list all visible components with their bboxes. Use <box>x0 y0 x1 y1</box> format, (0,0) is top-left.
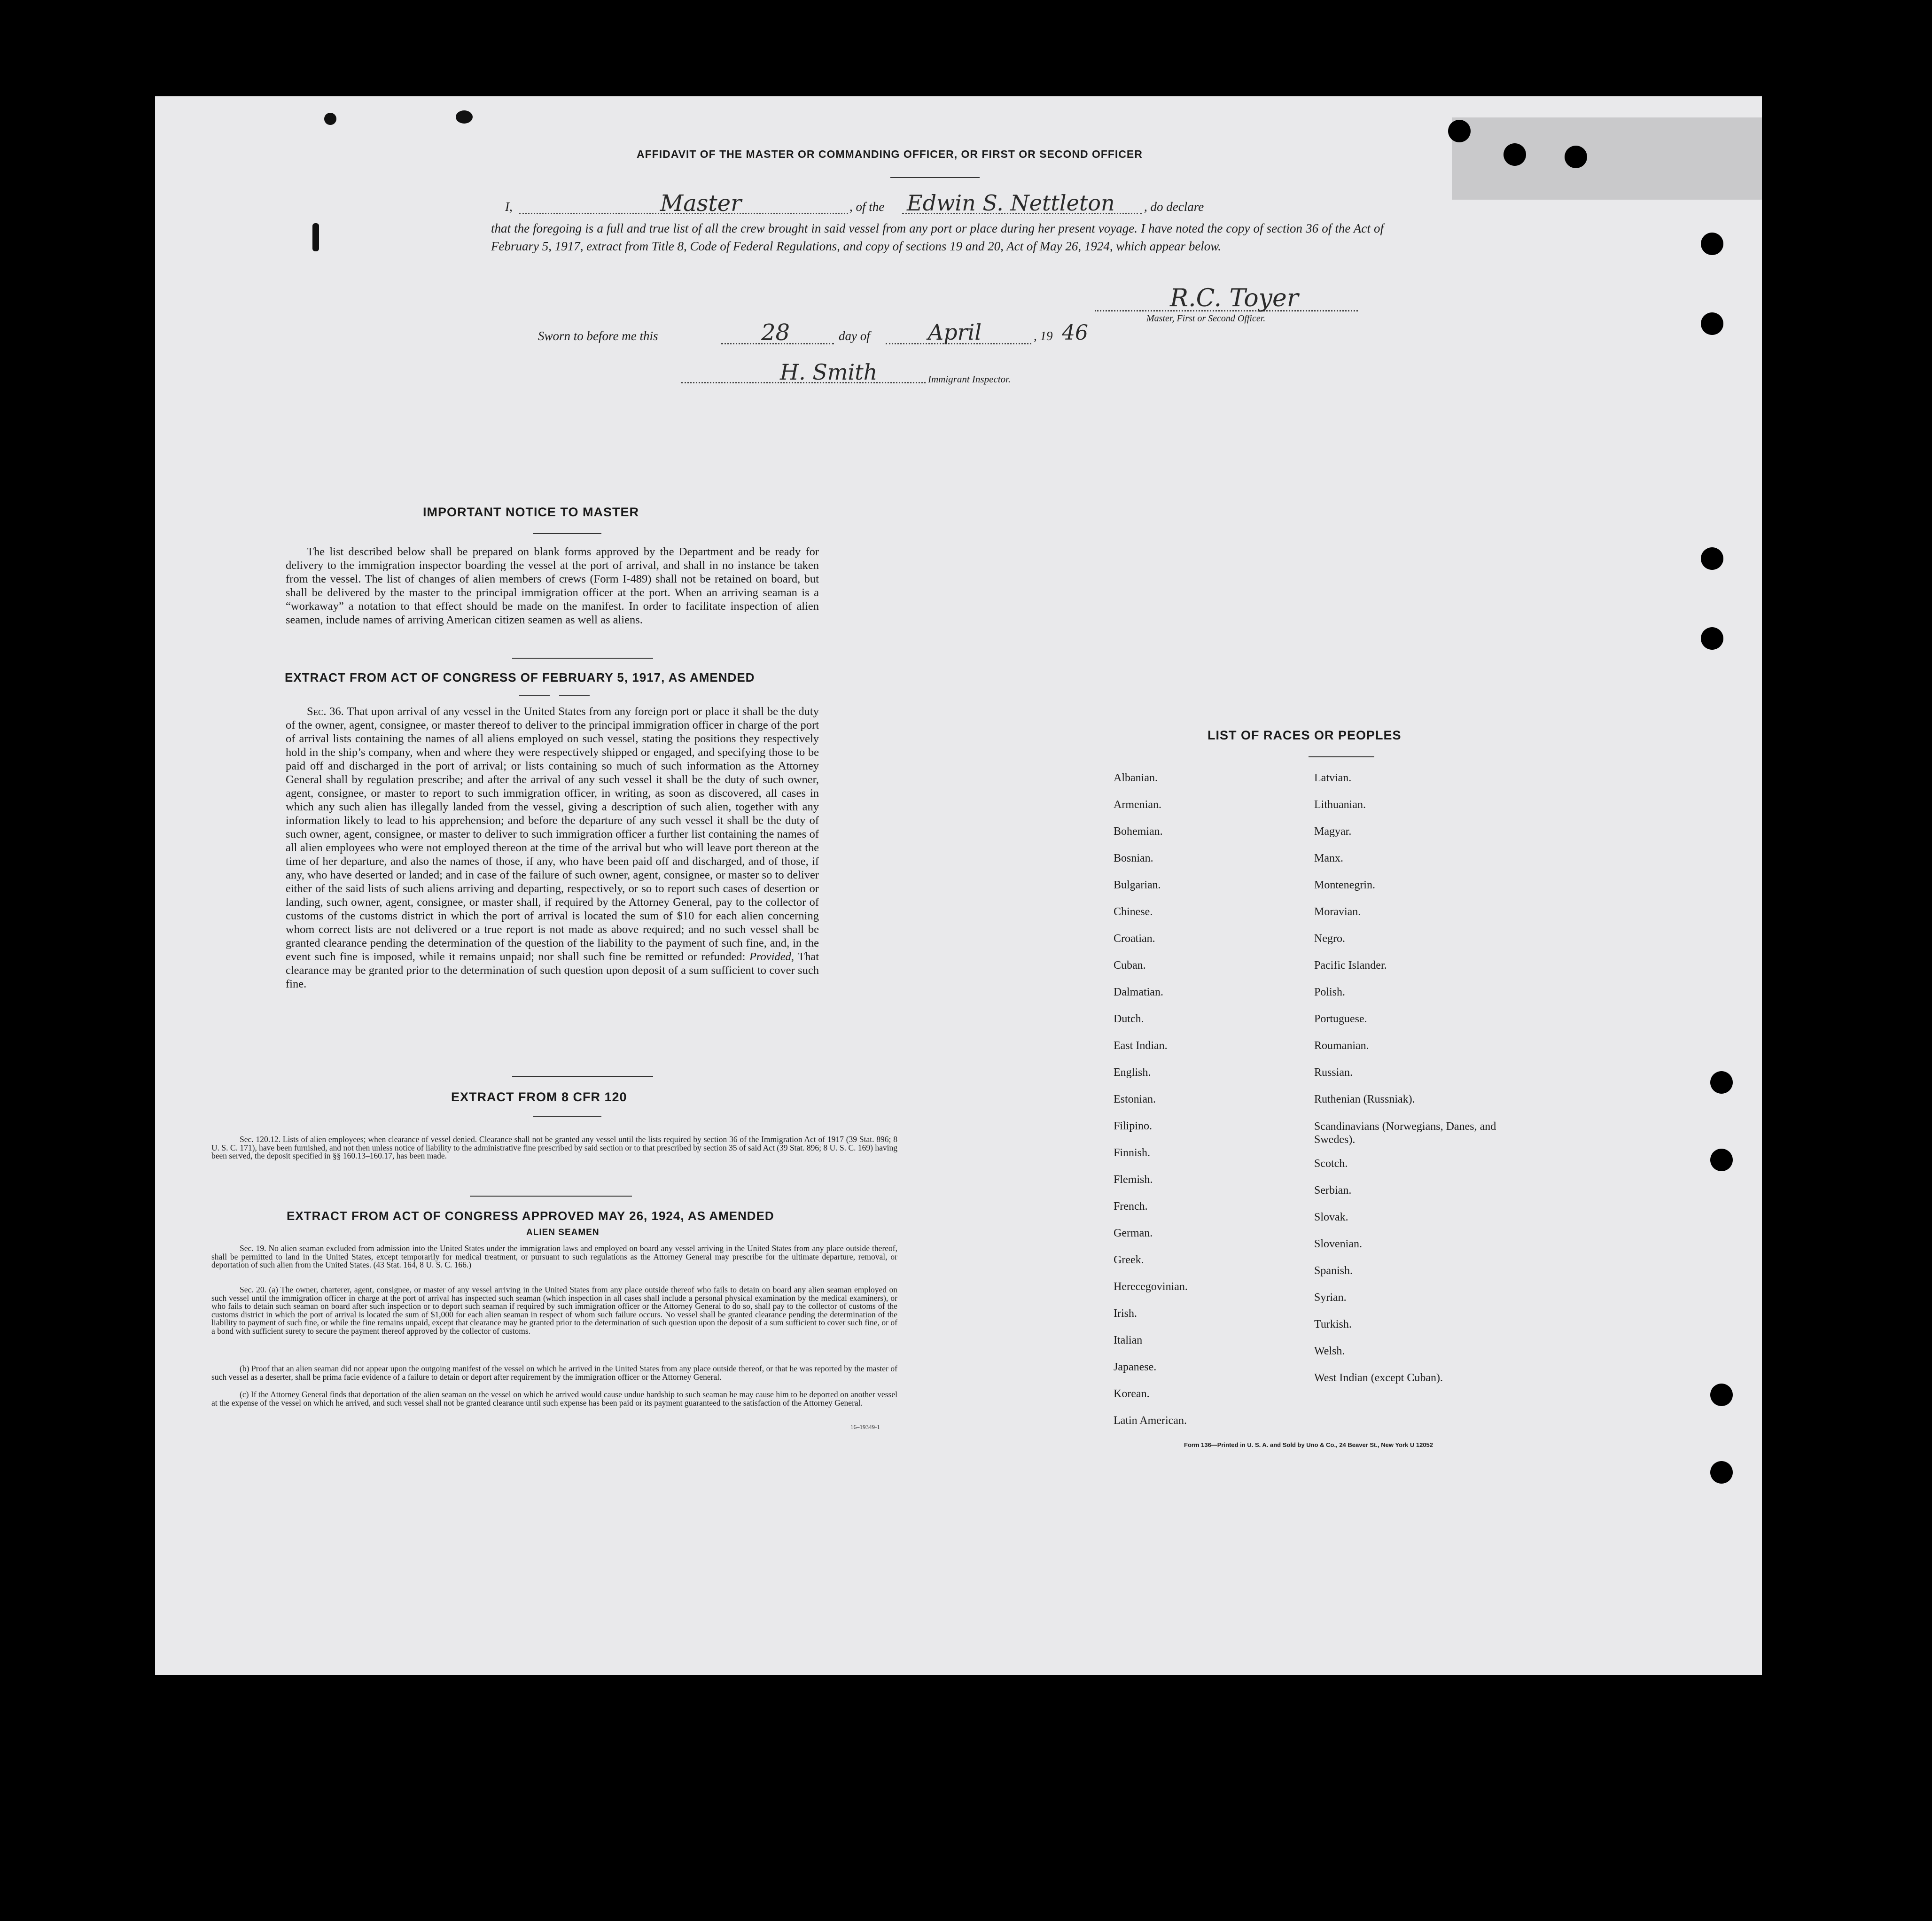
race-item: English. <box>1114 1066 1151 1079</box>
punch-hole <box>1710 1384 1733 1406</box>
scan-shadow <box>1452 117 1762 200</box>
divider <box>559 695 590 696</box>
of-the-label: , of the <box>849 200 885 214</box>
month-handwritten: April <box>928 319 982 345</box>
race-item: Portuguese. <box>1314 1013 1367 1025</box>
race-item: Serbian. <box>1314 1184 1352 1197</box>
race-item: Syrian. <box>1314 1291 1347 1304</box>
race-item: Dalmatian. <box>1114 986 1163 998</box>
races-right-column <box>1314 772 1540 1399</box>
ink-blot <box>456 110 473 124</box>
race-item: Pacific Islander. <box>1314 959 1387 972</box>
punch-hole <box>1710 1071 1733 1094</box>
race-item: Finnish. <box>1114 1147 1151 1159</box>
race-item: Japanese. <box>1114 1361 1157 1373</box>
race-item: Chinese. <box>1114 906 1153 918</box>
punch-hole <box>1701 547 1723 570</box>
divider <box>533 1116 601 1117</box>
provided-word: Provided, <box>749 950 794 963</box>
sec-20c-text: (c) If the Attorney General finds that deportation of the alien seaman on the vessel on which he arrived would cause undue hardship to such seaman he may cause him to be deported on another vessel at the expense of the vessel on which he arrived, and such vessel shall not be granted clearance until such expense has been paid or its payment guaranteed to the satisfaction of the Attorney General. <box>211 1390 897 1408</box>
race-item: Negro. <box>1314 933 1345 945</box>
form-page <box>155 96 1762 1675</box>
race-item: Bosnian. <box>1114 852 1153 864</box>
affidavit-i-label: I, <box>505 200 513 214</box>
races-heading: LIST OF RACES OR PEOPLES <box>1208 728 1402 742</box>
alien-seamen-subheading: ALIEN SEAMEN <box>526 1228 600 1237</box>
notice-heading: IMPORTANT NOTICE TO MASTER <box>423 505 639 519</box>
divider <box>470 1196 632 1197</box>
race-item: Polish. <box>1314 986 1346 998</box>
extract-1917-heading: EXTRACT FROM ACT OF CONGRESS OF FEBRUARY 5, 1917, AS AMENDED <box>285 670 755 684</box>
day-of-label: day of <box>839 329 870 343</box>
year-handwritten: 46 <box>1062 321 1088 345</box>
race-item: Slovenian. <box>1314 1238 1362 1250</box>
race-item: Filipino. <box>1114 1120 1153 1132</box>
affidavit-body: that the foregoing is a full and true list of all the crew brought in said vessel from any port or place during her present voyage. I have noted the copy of section 36 of the Act of February 5, 1917, extract from Title 8, Code of Federal Regulations, and copy of sections 19 and 20, Act of May 26, 1924, which appear below. <box>491 221 1384 253</box>
vessel-name-handwritten: Edwin S. Nettleton <box>907 190 1115 216</box>
declare-label: , do declare <box>1144 200 1204 214</box>
race-item: Latin American. <box>1114 1415 1187 1427</box>
divider <box>890 177 980 178</box>
year-prefix: , 19 <box>1034 329 1053 343</box>
race-item: Greek. <box>1114 1254 1144 1266</box>
punch-hole <box>1701 312 1723 335</box>
race-item: Korean. <box>1114 1388 1150 1400</box>
race-item: Irish. <box>1114 1307 1137 1320</box>
sworn-label: Sworn to before me this <box>538 329 658 343</box>
divider <box>1309 756 1374 757</box>
race-item: Cuban. <box>1114 959 1146 972</box>
race-item: Montenegrin. <box>1314 879 1375 891</box>
race-item: Estonian. <box>1114 1093 1156 1105</box>
race-item: Herecegovinian. <box>1114 1281 1188 1293</box>
signature-caption: Master, First or Second Officer. <box>1146 313 1266 324</box>
punch-hole <box>1565 146 1587 168</box>
race-item: Roumanian. <box>1314 1040 1369 1052</box>
extract-1924-heading: EXTRACT FROM ACT OF CONGRESS APPROVED MAY 26, 1924, AS AMENDED <box>287 1209 774 1223</box>
race-item: West Indian (except Cuban). <box>1314 1372 1443 1384</box>
form-printer-note: Form 136—Printed in U. S. A. and Sold by Uno & Co., 24 Beaver St., New York U 12052 <box>1184 1441 1433 1448</box>
race-item: Slovak. <box>1314 1211 1348 1223</box>
extract-cfr-text: Sec. 120.12. Lists of alien employees; when clearance of vessel denied. Clearance shall not be granted any vessel until the lists required by section 36 of the Immigration Act of 1917 (39 Stat. 896; 8 U. S. C. 171), have been furnished, and not then unless notice of liability to the administrative fine prescribed by said section or to that prescribed by section 35 of said Act (39 Stat. 896; 8 U. S. C. 169) having been served, the deposit specified in §§ 160.13–160.17, has been made. <box>211 1135 897 1160</box>
race-item: Lithuanian. <box>1314 799 1366 811</box>
sec-19-text: Sec. 19. No alien seaman excluded from admission into the United States under the immigration laws and employed on board any vessel arriving in the United States from any place outside thereof, shall be permitted to land in the United States, except temporarily for medical treatment, or pursuant to such regulations as the Attorney General may prescribe for the ultimate departure, removal, or deportation of such alien from the United States. (43 Stat. 164, 8 U. S. C. 166.) <box>211 1244 897 1269</box>
punch-hole <box>1504 143 1526 166</box>
race-item: Flemish. <box>1114 1174 1153 1186</box>
master-name-handwritten: Master <box>660 190 742 217</box>
race-item: Spanish. <box>1314 1265 1353 1277</box>
signature-handwritten: R.C. Toyer <box>1170 284 1299 312</box>
race-item: Italian <box>1114 1334 1143 1346</box>
sec-20b-text: (b) Proof that an alien seaman did not appear upon the outgoing manifest of the vessel on which he arrived in the United States from any place outside thereof, or that he was reported by the master of such vessel as a deserter, shall be prima facie evidence of a failure to detain or deport after requirement by the immigration officer or the Attorney General. <box>211 1364 897 1382</box>
race-item: Albanian. <box>1114 772 1158 784</box>
race-item: Scandinavians (Norwegians, Danes, and Swedes). <box>1314 1120 1496 1146</box>
race-item: Latvian. <box>1314 772 1352 784</box>
punch-hole <box>1448 120 1471 142</box>
race-item: Croatian. <box>1114 933 1155 945</box>
inspector-caption: Immigrant Inspector. <box>928 373 1011 385</box>
race-item: Moravian. <box>1314 906 1361 918</box>
race-item: East Indian. <box>1114 1040 1168 1052</box>
sec-36-body: That upon arrival of any vessel in the United States from any foreign port or place it shall be the duty of the owner, agent, consignee, or master thereof to deliver to the principal immigration officer in charge of the port of arrival lists containing the names of all aliens employed on such vessel, stating the positions they respectively hold in the ship’s company, when and where they were respectively shipped or engaged, and specifying those to be paid off and discharged in the port of arrival; or lists containing so much of such information as the Attorney General shall by regulation prescribe; and after the arrival of any such vessel it shall be the duty of such owner, agent, consignee, or master to report to such immigration officer, in writing, as soon as discovered, all cases in which any such alien has illegally landed from the vessel, giving a description of such alien, together with any information likely to lead to his apprehension; and before the departure of any such vessel it shall be the duty of such owner, agent, consignee, or master to deliver to such immigration officer a further list containing the names of all alien employees who were not employed thereon at the time of the arrival but who will leave port thereon at the time of her departure, and also the names of those, if any, who have been paid off and discharged, and of those, if any, who have deserted or landed; and in case of the failure of such owner, agent, consignee, or master so to deliver either of the said lists of such aliens arriving and departing, respectively, or so to report such cases of desertion or landing, such owner, agent, consignee, or master shall, if required by the Attorney General, pay to the collector of customs of the customs district in which the port of arrival is located the sum of $10 for each alien concerning whom correct lists are not delivered or a true report is not made as above required; and no such vessel shall be granted clearance pending the determination of the question of the liability to the payment of such fine, and, in the event such fine is imposed, while it remains unpaid; nor shall such fine be remitted or refunded: <box>286 705 819 963</box>
race-item: Welsh. <box>1314 1345 1345 1357</box>
race-item: French. <box>1114 1200 1148 1213</box>
divider <box>533 533 601 534</box>
sec-20a-text: Sec. 20. (a) The owner, charterer, agent, consignee, or master of any vessel arriving in the United States from any place outside thereof who fails to detain on board any alien seaman employed on such vessel until the immigration officer in charge at the port of arrival has inspected such seaman (which inspection in all cases shall include a personal physical examination by the medical examiners), or who fails to detain such seaman on board after such inspection or to deport such seaman if required by such immigration officer or the Attorney General to do so, shall pay to the collector of customs of the customs district in which the port of arrival is located the sum of $1,000 for each alien seaman in respect of whom such failure occurs. No vessel shall be granted clearance pending the determination of the liability to payment of such fine, or while the fine remains unpaid, except that clearance may be granted prior to the determination of such question upon the deposit of a sum sufficient to cover such fine, or of a bond with sufficient surety to secure the payment thereof approved by the collector of customs. <box>211 1285 897 1336</box>
race-item: German. <box>1114 1227 1153 1239</box>
inspector-handwritten: H. Smith <box>780 359 878 385</box>
ink-blot <box>312 223 319 251</box>
divider <box>512 1076 653 1077</box>
punch-hole <box>1710 1461 1733 1484</box>
race-item: Armenian. <box>1114 799 1161 811</box>
punch-hole <box>1701 627 1723 650</box>
extract-cfr-heading: EXTRACT FROM 8 CFR 120 <box>451 1090 627 1104</box>
punch-hole <box>1701 233 1723 255</box>
race-item: Turkish. <box>1314 1318 1352 1330</box>
race-item: Ruthenian (Russniak). <box>1314 1093 1415 1105</box>
extract-1917-text <box>286 705 819 991</box>
sec-36-label: Sec. 36. <box>307 705 344 718</box>
sec-36-proviso: That clearance may be granted prior to the determination of such question upon deposit of a sum sufficient to cover such fine. <box>286 950 819 990</box>
race-item: Bulgarian. <box>1114 879 1161 891</box>
races-left-column <box>1114 772 1188 1441</box>
affidavit-heading: AFFIDAVIT OF THE MASTER OR COMMANDING OFFICER, OR FIRST OR SECOND OFFICER <box>637 148 1143 160</box>
day-handwritten: 28 <box>761 319 790 346</box>
form-code: 16–19349-1 <box>850 1423 880 1431</box>
divider <box>519 695 550 696</box>
punch-hole <box>1710 1149 1733 1171</box>
race-item: Magyar. <box>1314 825 1352 838</box>
race-item: Dutch. <box>1114 1013 1144 1025</box>
race-item: Russian. <box>1314 1066 1353 1079</box>
divider <box>512 658 653 659</box>
ink-blot <box>324 113 336 125</box>
race-item: Manx. <box>1314 852 1343 864</box>
notice-text: The list described below shall be prepared on blank forms approved by the Department and be ready for delivery to the immigration inspector boarding the vessel at the port of arrival, and shall in no instance be taken from the vessel. The list of changes of alien members of crews (Form I-489) shall not be retained on board, but shall be delivered by the master to the principal immigration officer at the port. When an arriving seaman is a “workaway” a notation to that effect should be made on the manifest. In order to facilitate inspection of alien seamen, include names of arriving American citizen seamen as well as aliens. <box>286 545 819 626</box>
race-item: Bohemian. <box>1114 825 1163 838</box>
race-item: Scotch. <box>1314 1158 1348 1170</box>
